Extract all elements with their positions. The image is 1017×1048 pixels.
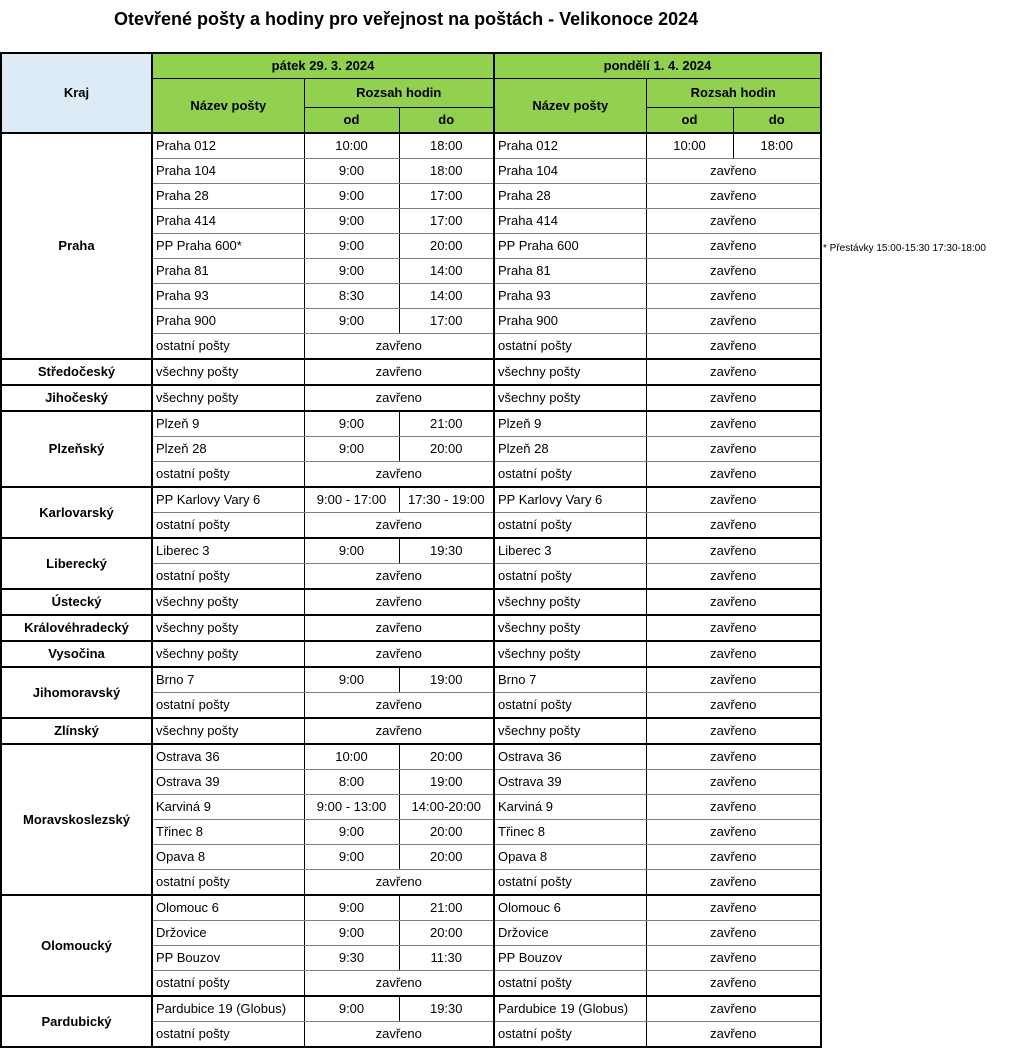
status-day2: zavřeno bbox=[646, 667, 821, 693]
post-office-name-day2: ostatní pošty bbox=[494, 971, 646, 997]
post-office-name-day1: ostatní pošty bbox=[152, 334, 304, 360]
open-from-day1: 9:00 bbox=[304, 921, 399, 946]
region-name: Liberecký bbox=[1, 538, 152, 589]
post-office-name-day2: všechny pošty bbox=[494, 641, 646, 667]
header-nazev-day2: Název pošty bbox=[494, 79, 646, 134]
open-from-day1: 8:30 bbox=[304, 284, 399, 309]
open-to-day1: 20:00 bbox=[399, 744, 494, 770]
table-row bbox=[1, 487, 821, 513]
open-from-day2: 10:00 bbox=[646, 133, 733, 159]
opening-hours-table bbox=[0, 52, 822, 1048]
region-name: Ústecký bbox=[1, 589, 152, 615]
status-day1: zavřeno bbox=[304, 1022, 494, 1048]
post-office-name-day2: Ostrava 39 bbox=[494, 770, 646, 795]
status-day2: zavřeno bbox=[646, 895, 821, 921]
status-day1: zavřeno bbox=[304, 334, 494, 360]
open-from-day1: 9:00 bbox=[304, 234, 399, 259]
status-day2: zavřeno bbox=[646, 589, 821, 615]
post-office-name-day1: ostatní pošty bbox=[152, 971, 304, 997]
status-day2: zavřeno bbox=[646, 334, 821, 360]
header-nazev-day1: Název pošty bbox=[152, 79, 304, 134]
open-from-day1: 9:00 bbox=[304, 184, 399, 209]
post-office-name-day1: Držovice bbox=[152, 921, 304, 946]
open-from-day1: 9:00 bbox=[304, 667, 399, 693]
post-office-name-day1: Olomouc 6 bbox=[152, 895, 304, 921]
post-office-name-day2: PP Praha 600 bbox=[494, 234, 646, 259]
open-from-day1: 9:00 bbox=[304, 437, 399, 462]
post-office-name-day2: ostatní pošty bbox=[494, 462, 646, 488]
post-office-name-day1: všechny pošty bbox=[152, 718, 304, 744]
open-from-day1: 10:00 bbox=[304, 133, 399, 159]
open-to-day1: 14:00-20:00 bbox=[399, 795, 494, 820]
post-office-name-day1: ostatní pošty bbox=[152, 870, 304, 896]
post-office-name-day2: Pardubice 19 (Globus) bbox=[494, 996, 646, 1022]
table-row bbox=[1, 667, 821, 693]
status-day2: zavřeno bbox=[646, 845, 821, 870]
post-office-name-day2: ostatní pošty bbox=[494, 1022, 646, 1048]
status-day1: zavřeno bbox=[304, 385, 494, 411]
status-day1: zavřeno bbox=[304, 870, 494, 896]
status-day2: zavřeno bbox=[646, 693, 821, 719]
open-to-day1: 20:00 bbox=[399, 921, 494, 946]
status-day2: zavřeno bbox=[646, 1022, 821, 1048]
status-day1: zavřeno bbox=[304, 462, 494, 488]
post-office-name-day2: ostatní pošty bbox=[494, 693, 646, 719]
post-office-name-day1: všechny pošty bbox=[152, 385, 304, 411]
status-day2: zavřeno bbox=[646, 385, 821, 411]
open-from-day1: 9:00 bbox=[304, 209, 399, 234]
region-name: Moravskoslezský bbox=[1, 744, 152, 895]
status-day2: zavřeno bbox=[646, 615, 821, 641]
open-from-day1: 9:00 bbox=[304, 996, 399, 1022]
status-day2: zavřeno bbox=[646, 770, 821, 795]
post-office-name-day2: všechny pošty bbox=[494, 385, 646, 411]
table-row bbox=[1, 411, 821, 437]
post-office-name-day1: Plzeň 9 bbox=[152, 411, 304, 437]
open-to-day1: 14:00 bbox=[399, 284, 494, 309]
status-day2: zavřeno bbox=[646, 641, 821, 667]
status-day1: zavřeno bbox=[304, 589, 494, 615]
post-office-name-day1: Praha 28 bbox=[152, 184, 304, 209]
post-office-name-day1: Ostrava 36 bbox=[152, 744, 304, 770]
open-from-day1: 9:00 bbox=[304, 895, 399, 921]
table-row bbox=[1, 641, 821, 667]
post-office-name-day2: Praha 104 bbox=[494, 159, 646, 184]
status-day2: zavřeno bbox=[646, 538, 821, 564]
post-office-name-day1: Praha 414 bbox=[152, 209, 304, 234]
region-name: Královéhradecký bbox=[1, 615, 152, 641]
table-row bbox=[1, 895, 821, 921]
post-office-name-day2: Olomouc 6 bbox=[494, 895, 646, 921]
region-name: Zlínský bbox=[1, 718, 152, 744]
status-day2: zavřeno bbox=[646, 513, 821, 539]
header-day2: pondělí 1. 4. 2024 bbox=[494, 53, 821, 79]
open-to-day1: 19:30 bbox=[399, 538, 494, 564]
status-day2: zavřeno bbox=[646, 996, 821, 1022]
post-office-name-day2: všechny pošty bbox=[494, 615, 646, 641]
status-day2: zavřeno bbox=[646, 284, 821, 309]
post-office-name-day1: PP Bouzov bbox=[152, 946, 304, 971]
status-day2: zavřeno bbox=[646, 946, 821, 971]
table-row bbox=[1, 589, 821, 615]
status-day2: zavřeno bbox=[646, 234, 821, 259]
open-from-day1: 9:00 bbox=[304, 259, 399, 284]
table-row bbox=[1, 996, 821, 1022]
status-day2: zavřeno bbox=[646, 259, 821, 284]
open-from-day1: 9:00 bbox=[304, 538, 399, 564]
post-office-name-day2: Karviná 9 bbox=[494, 795, 646, 820]
post-office-name-day1: všechny pošty bbox=[152, 359, 304, 385]
region-name: Karlovarský bbox=[1, 487, 152, 538]
post-office-name-day2: Třinec 8 bbox=[494, 820, 646, 845]
status-day1: zavřeno bbox=[304, 513, 494, 539]
post-office-name-day2: Praha 012 bbox=[494, 133, 646, 159]
status-day2: zavřeno bbox=[646, 359, 821, 385]
post-office-name-day1: Karviná 9 bbox=[152, 795, 304, 820]
header-od-day1: od bbox=[304, 108, 399, 134]
status-day2: zavřeno bbox=[646, 411, 821, 437]
post-office-name-day1: Praha 012 bbox=[152, 133, 304, 159]
post-office-name-day2: Liberec 3 bbox=[494, 538, 646, 564]
post-office-name-day1: ostatní pošty bbox=[152, 462, 304, 488]
post-office-name-day2: Opava 8 bbox=[494, 845, 646, 870]
post-office-name-day2: Ostrava 36 bbox=[494, 744, 646, 770]
region-name: Jihočeský bbox=[1, 385, 152, 411]
post-office-name-day1: Liberec 3 bbox=[152, 538, 304, 564]
region-name: Středočeský bbox=[1, 359, 152, 385]
open-to-day1: 19:00 bbox=[399, 667, 494, 693]
table-body bbox=[1, 133, 821, 1047]
open-from-day1: 10:00 bbox=[304, 744, 399, 770]
status-day2: zavřeno bbox=[646, 921, 821, 946]
status-day2: zavřeno bbox=[646, 184, 821, 209]
status-day2: zavřeno bbox=[646, 487, 821, 513]
post-office-name-day1: všechny pošty bbox=[152, 615, 304, 641]
open-from-day1: 9:00 bbox=[304, 159, 399, 184]
post-office-name-day1: ostatní pošty bbox=[152, 1022, 304, 1048]
post-office-name-day2: Držovice bbox=[494, 921, 646, 946]
open-to-day1: 18:00 bbox=[399, 133, 494, 159]
region-name: Olomoucký bbox=[1, 895, 152, 996]
status-day1: zavřeno bbox=[304, 359, 494, 385]
post-office-name-day1: Třinec 8 bbox=[152, 820, 304, 845]
open-from-day1: 9:00 bbox=[304, 845, 399, 870]
status-day2: zavřeno bbox=[646, 971, 821, 997]
open-to-day1: 20:00 bbox=[399, 845, 494, 870]
open-to-day1: 14:00 bbox=[399, 259, 494, 284]
status-day1: zavřeno bbox=[304, 564, 494, 590]
post-office-name-day1: ostatní pošty bbox=[152, 564, 304, 590]
open-to-day2: 18:00 bbox=[733, 133, 821, 159]
open-to-day1: 20:00 bbox=[399, 820, 494, 845]
table-row bbox=[1, 615, 821, 641]
post-office-name-day2: Brno 7 bbox=[494, 667, 646, 693]
status-day2: zavřeno bbox=[646, 795, 821, 820]
status-day2: zavřeno bbox=[646, 309, 821, 334]
post-office-name-day1: Ostrava 39 bbox=[152, 770, 304, 795]
header-do-day2: do bbox=[733, 108, 821, 134]
status-day2: zavřeno bbox=[646, 820, 821, 845]
note-breaks: * Přestávky 15:00-15:30 17:30-18:00 bbox=[823, 243, 986, 254]
open-from-day1: 9:00 bbox=[304, 411, 399, 437]
post-office-name-day1: Pardubice 19 (Globus) bbox=[152, 996, 304, 1022]
header-day1: pátek 29. 3. 2024 bbox=[152, 53, 494, 79]
post-office-name-day2: PP Karlovy Vary 6 bbox=[494, 487, 646, 513]
post-office-name-day2: Praha 414 bbox=[494, 209, 646, 234]
open-to-day1: 20:00 bbox=[399, 437, 494, 462]
status-day1: zavřeno bbox=[304, 693, 494, 719]
post-office-name-day2: Praha 81 bbox=[494, 259, 646, 284]
open-from-day1: 9:00 - 17:00 bbox=[304, 487, 399, 513]
post-office-name-day1: PP Praha 600* bbox=[152, 234, 304, 259]
post-office-name-day2: Plzeň 9 bbox=[494, 411, 646, 437]
status-day1: zavřeno bbox=[304, 971, 494, 997]
region-name: Vysočina bbox=[1, 641, 152, 667]
post-office-name-day2: Praha 93 bbox=[494, 284, 646, 309]
open-to-day1: 17:00 bbox=[399, 309, 494, 334]
open-from-day1: 9:00 bbox=[304, 820, 399, 845]
post-office-name-day2: PP Bouzov bbox=[494, 946, 646, 971]
post-office-name-day1: PP Karlovy Vary 6 bbox=[152, 487, 304, 513]
status-day1: zavřeno bbox=[304, 615, 494, 641]
table-row bbox=[1, 538, 821, 564]
post-office-name-day2: ostatní pošty bbox=[494, 870, 646, 896]
post-office-name-day2: ostatní pošty bbox=[494, 513, 646, 539]
table-row bbox=[1, 133, 821, 159]
status-day2: zavřeno bbox=[646, 209, 821, 234]
open-to-day1: 11:30 bbox=[399, 946, 494, 971]
post-office-name-day1: všechny pošty bbox=[152, 589, 304, 615]
post-office-name-day2: všechny pošty bbox=[494, 359, 646, 385]
post-office-name-day1: všechny pošty bbox=[152, 641, 304, 667]
status-day2: zavřeno bbox=[646, 744, 821, 770]
header-do-day1: do bbox=[399, 108, 494, 134]
table-row bbox=[1, 718, 821, 744]
status-day2: zavřeno bbox=[646, 159, 821, 184]
post-office-name-day1: ostatní pošty bbox=[152, 693, 304, 719]
open-from-day1: 9:30 bbox=[304, 946, 399, 971]
post-office-name-day2: všechny pošty bbox=[494, 718, 646, 744]
post-office-name-day2: Praha 900 bbox=[494, 309, 646, 334]
table-row bbox=[1, 385, 821, 411]
post-office-name-day2: Praha 28 bbox=[494, 184, 646, 209]
table-row bbox=[1, 359, 821, 385]
region-name: Pardubický bbox=[1, 996, 152, 1047]
open-to-day1: 21:00 bbox=[399, 895, 494, 921]
status-day2: zavřeno bbox=[646, 718, 821, 744]
post-office-name-day1: Opava 8 bbox=[152, 845, 304, 870]
status-day1: zavřeno bbox=[304, 718, 494, 744]
status-day1: zavřeno bbox=[304, 641, 494, 667]
page-title: Otevřené pošty a hodiny pro veřejnost na poštách - Velikonoce 2024 bbox=[114, 9, 699, 29]
status-day2: zavřeno bbox=[646, 564, 821, 590]
region-name: Praha bbox=[1, 133, 152, 359]
post-office-name-day1: Praha 81 bbox=[152, 259, 304, 284]
open-to-day1: 17:00 bbox=[399, 209, 494, 234]
open-to-day1: 21:00 bbox=[399, 411, 494, 437]
post-office-name-day1: Praha 93 bbox=[152, 284, 304, 309]
open-to-day1: 17:00 bbox=[399, 184, 494, 209]
open-to-day1: 20:00 bbox=[399, 234, 494, 259]
open-from-day1: 9:00 bbox=[304, 309, 399, 334]
status-day2: zavřeno bbox=[646, 870, 821, 896]
status-day2: zavřeno bbox=[646, 462, 821, 488]
post-office-name-day2: všechny pošty bbox=[494, 589, 646, 615]
header-od-day2: od bbox=[646, 108, 733, 134]
post-office-name-day1: Praha 900 bbox=[152, 309, 304, 334]
header-kraj: Kraj bbox=[1, 53, 152, 133]
header-rozsah-day2: Rozsah hodin bbox=[646, 79, 821, 108]
open-to-day1: 17:30 - 19:00 bbox=[399, 487, 494, 513]
post-office-name-day1: Plzeň 28 bbox=[152, 437, 304, 462]
open-to-day1: 19:00 bbox=[399, 770, 494, 795]
open-from-day1: 8:00 bbox=[304, 770, 399, 795]
table-row bbox=[1, 744, 821, 770]
open-from-day1: 9:00 - 13:00 bbox=[304, 795, 399, 820]
region-name: Plzeňský bbox=[1, 411, 152, 487]
post-office-name-day2: ostatní pošty bbox=[494, 334, 646, 360]
header-rozsah-day1: Rozsah hodin bbox=[304, 79, 494, 108]
post-office-name-day2: ostatní pošty bbox=[494, 564, 646, 590]
post-office-name-day2: Plzeň 28 bbox=[494, 437, 646, 462]
post-office-name-day1: ostatní pošty bbox=[152, 513, 304, 539]
status-day2: zavřeno bbox=[646, 437, 821, 462]
region-name: Jihomoravský bbox=[1, 667, 152, 718]
post-office-name-day1: Praha 104 bbox=[152, 159, 304, 184]
open-to-day1: 18:00 bbox=[399, 159, 494, 184]
open-to-day1: 19:30 bbox=[399, 996, 494, 1022]
post-office-name-day1: Brno 7 bbox=[152, 667, 304, 693]
